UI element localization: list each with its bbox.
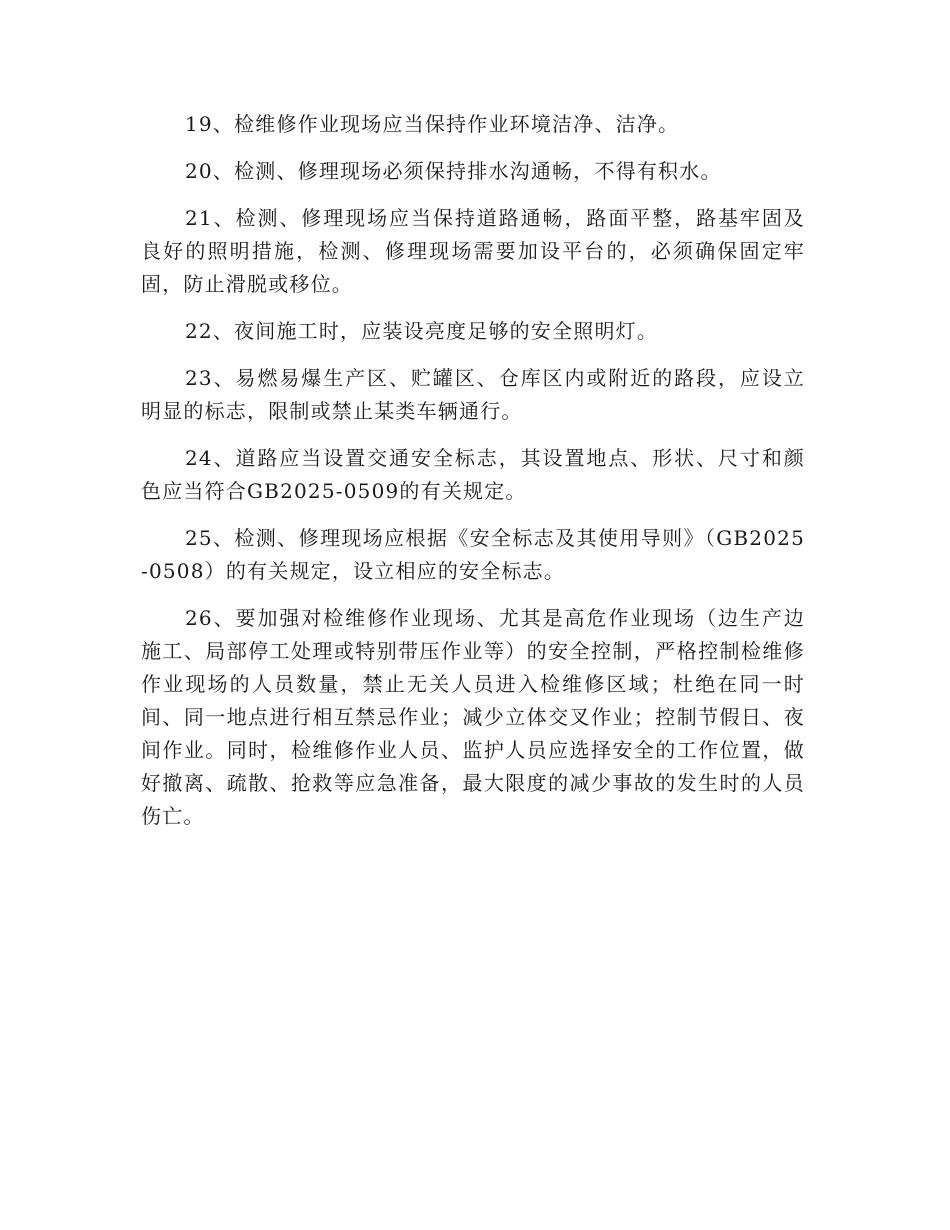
paragraph-19: 19、检维修作业现场应当保持作业环境洁净、洁净。 bbox=[185, 112, 680, 136]
paragraph-23: 23、易燃易爆生产区、贮罐区、仓库区内或附近的路段，应设立明显的标志，限制或禁止某类车辆通行。 bbox=[141, 366, 805, 423]
paragraph-21: 21、检测、修理现场应当保持道路通畅，路面平整，路基牢固及良好的照明措施，检测、修理现场需要加设平台的，必须确保固定牢固，防止滑脱或移位。 bbox=[141, 206, 805, 296]
paragraph-24: 24、道路应当设置交通安全标志，其设置地点、形状、尺寸和颜色应当符合GB2025-0509的有关规定。 bbox=[141, 446, 805, 503]
document-body bbox=[141, 108, 805, 847]
paragraph-20: 20、检测、修理现场必须保持排水沟通畅，不得有积水。 bbox=[185, 159, 722, 183]
paragraph-25: 25、检测、修理现场应根据《安全标志及其使用导则》（GB2025-0508）的有关规定，设立相应的安全标志。 bbox=[141, 526, 805, 583]
paragraph-26: 26、要加强对检维修作业现场、尤其是高危作业现场（边生产边施工、局部停工处理或特别带压作业等）的安全控制，严格控制检维修作业现场的人员数量，禁止无关人员进入检维修区域；杜绝在同一时间、同一地点进行相互禁忌作业；减少立体交叉作业；控制节假日、夜间作业。同时，检维修作业人员、监护人员应选择安全的工作位置，做好撤离、疏散、抢救等应急准备，最大限度的减少事故的发生时的人员伤亡。 bbox=[141, 606, 805, 828]
paragraph-22: 22、夜间施工时，应装设亮度足够的安全照明灯。 bbox=[185, 319, 659, 343]
